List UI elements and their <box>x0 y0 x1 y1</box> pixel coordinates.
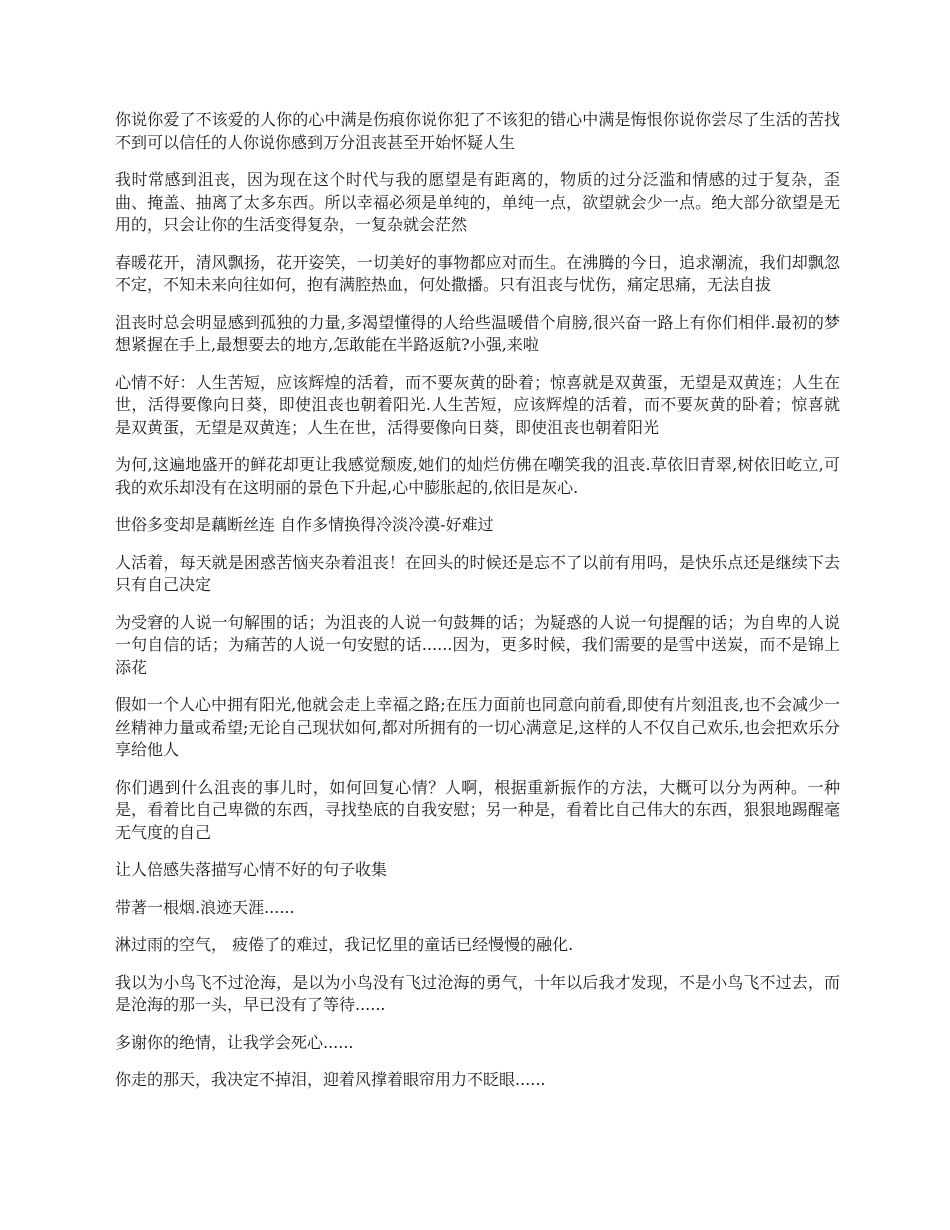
section-heading: 让人倍感失落描写心情不好的句子收集 <box>115 860 388 879</box>
paragraph: 淋过雨的空气， 疲倦了的难过，我记忆里的童话已经慢慢的融化. <box>115 935 574 954</box>
document-body <box>115 109 840 1107</box>
paragraph: 你们遇到什么沮丧的事儿时，如何回复心情？人啊，根据重新振作的方法，大概可以分为两种。一种是，看着比自己卑微的东西，寻找垫底的自我安慰；另一种是，看着比自己伟大的东西，狠狠地踢醒毫无气度的自己 <box>115 777 840 842</box>
paragraph: 多谢你的绝情，让我学会死心...... <box>115 1032 354 1052</box>
paragraph: 心情不好：人生苦短，应该辉煌的活着，而不要灰黄的卧着；惊喜就是双黄蛋，无望是双黄连；人生在世，活得要像向日葵，即使沮丧也朝着阳光.人生苦短，应该辉煌的活着，而不要灰黄的卧着；惊喜就是双黄蛋，无望是双黄连；人生在世，活得要像向日葵，即使沮丧也朝着阳光 <box>115 372 840 437</box>
paragraph: 为何,这遍地盛开的鲜花却更让我感觉颓废,她们的灿烂仿佛在嘲笑我的沮丧.草依旧青翠,树依旧屹立,可我的欢乐却没有在这明丽的景色下升起,心中膨胀起的,依旧是灰心. <box>115 455 840 497</box>
paragraph: 为受窘的人说一句解围的话；为沮丧的人说一句鼓舞的话；为疑惑的人说一句提醒的话；为自卑的人说一句自信的话；为痛苦的人说一句安慰的话......因为，更多时候，我们需要的是雪中送炭，而不是锦上添花 <box>115 612 840 677</box>
paragraph: 带著一根烟.浪迹天涯...... <box>115 897 295 917</box>
paragraph: 我以为小鸟飞不过沧海，是以为小鸟没有飞过沧海的勇气，十年以后我才发现，不是小鸟飞不过去，而是沧海的那一头，早已没有了等待...... <box>115 972 840 1014</box>
paragraph: 人活着，每天就是困惑苦恼夹杂着沮丧！在回头的时候还是忘不了以前有用吗，是快乐点还是继续下去只有自己决定 <box>115 552 840 594</box>
paragraph: 你说你爱了不该爱的人你的心中满是伤痕你说你犯了不该犯的错心中满是悔恨你说你尝尽了生活的苦找不到可以信任的人你说你感到万分沮丧甚至开始怀疑人生 <box>115 110 840 152</box>
paragraph: 沮丧时总会明显感到孤独的力量,多渴望懂得的人给些温暖借个肩膀,很兴奋一路上有你们相伴.最初的梦想紧握在手上,最想要去的地方,怎敢能在半路返航?小强,来啦 <box>115 312 840 354</box>
paragraph: 世俗多变却是藕断丝连 自作多情换得冷淡冷漠-好难过 <box>115 515 494 534</box>
paragraph: 你走的那天，我决定不掉泪，迎着风撑着眼帘用力不眨眼...... <box>115 1070 546 1089</box>
paragraph: 春暖花开，清风飘扬，花开姿笑，一切美好的事物都应对而生。在沸腾的今日，追求潮流，我们却飘忽不定，不知未来向往如何，抱有满腔热血，何处撒播。只有沮丧与忧伤，痛定思痛，无法自拔 <box>115 252 840 294</box>
paragraph: 假如一个人心中拥有阳光,他就会走上幸福之路;在压力面前也同意向前看,即使有片刻沮丧,也不会减少一丝精神力量或希望;无论自己现状如何,都对所拥有的一切心满意足,这样的人不仅自己欢乐,也会把欢乐分享给他人 <box>115 695 840 759</box>
paragraph: 我时常感到沮丧，因为现在这个时代与我的愿望是有距离的，物质的过分泛滥和情感的过于复杂，歪曲、掩盖、抽离了太多东西。所以幸福必须是单纯的，单纯一点，欲望就会少一点。绝大部分欲望是无用的，只会让你的生活变得复杂，一复杂就会茫然 <box>115 170 840 234</box>
